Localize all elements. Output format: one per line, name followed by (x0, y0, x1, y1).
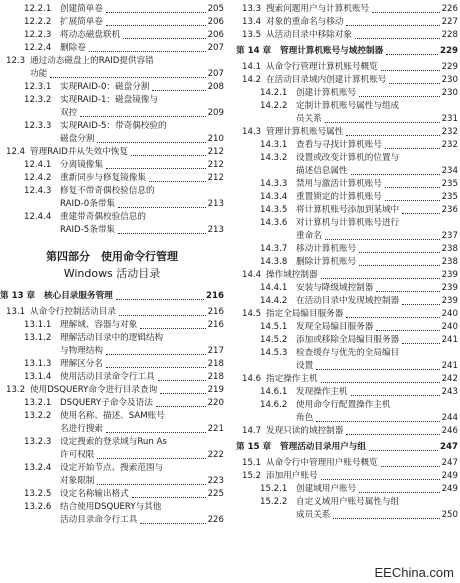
toc-page-number: 229 (441, 62, 458, 72)
toc-entry-number: 13.2.6 (24, 502, 52, 512)
toc-entry-title: 创建域用户账号 (296, 484, 357, 494)
toc-page-number: 227 (441, 17, 458, 27)
dot-leader (402, 343, 439, 344)
dot-leader (160, 393, 205, 394)
toc-entry-title: 创建计算机账号 (296, 88, 357, 98)
toc-entry-title: 设定名称输出格式 (60, 489, 129, 499)
toc-entry-title: 查看与寻找计算机账号 (296, 140, 382, 150)
toc-entry-number: 15.2 (242, 471, 262, 481)
toc-page-number: 244 (441, 413, 458, 423)
toc-entry-number: 12.4 (6, 147, 26, 157)
dot-leader (372, 12, 439, 13)
dot-leader (132, 497, 206, 498)
toc-entry-title: 实现RAID-0：磁盘分割 (60, 82, 150, 92)
dot-leader (321, 479, 440, 480)
toc-entry-number: 13.1.2 (24, 333, 52, 343)
dot-leader (119, 315, 206, 316)
toc-entry-title: 理解区分名 (60, 359, 103, 369)
part-subtitle: Windows 活动目录 (63, 267, 161, 280)
dot-leader (385, 200, 440, 201)
toc-entry-number: 14.2.1 (260, 88, 288, 98)
toc-entry-title: 删除卷 (60, 43, 86, 53)
dot-leader (346, 317, 439, 318)
toc-entry-title: 使用DSQUERY命令进行目录查询 (30, 385, 158, 395)
toc-entry-title: 设置或改变计算机的位置与 (296, 153, 400, 163)
toc-entry-number: 13.2 (6, 385, 26, 395)
toc-page-number: 221 (207, 424, 224, 434)
toc-page-number: 250 (441, 510, 458, 520)
toc-entry-title: 扩展简单卷 (60, 17, 103, 27)
toc-entry-title: 设定开始节点、搜索范围与 (60, 463, 164, 473)
toc-entry-title: 核心目录服务管理 (44, 291, 113, 301)
toc-page-number: 235 (441, 192, 458, 202)
toc-entry-number: 13.1.1 (24, 320, 52, 330)
toc-entry-number: 14.5.1 (260, 322, 288, 332)
toc-entry-title: 对计算机与计算机账号进行 (296, 218, 400, 228)
toc-entry-title: 设置 (296, 361, 314, 371)
part-title: 第四部分 使用命令行管理 (46, 250, 178, 263)
toc-entry-title: DSQUERY子命令及语法 (60, 398, 153, 408)
toc-entry-number: 12.3 (6, 56, 26, 66)
toc-entry-number: 15.2.1 (260, 484, 288, 494)
dot-leader (346, 135, 439, 136)
dot-leader (321, 278, 440, 279)
dot-leader (346, 434, 439, 435)
dot-leader (402, 304, 439, 305)
dot-leader (402, 213, 439, 214)
dot-leader (116, 299, 204, 300)
toc-entry-number: 14.4.2 (260, 296, 288, 306)
dot-leader (325, 122, 440, 123)
toc-entry-title: 指定全局编目服务器 (266, 309, 344, 319)
toc-entry-title: 分离镜像集 (60, 160, 103, 170)
toc-page-number: 239 (441, 283, 458, 293)
dot-leader (50, 77, 205, 78)
dot-leader (158, 380, 206, 381)
toc-entry-number: 第 14 章 (236, 46, 272, 56)
toc-page-number: 249 (441, 471, 458, 481)
toc-page-number: 212 (207, 147, 224, 157)
toc-entry-title: 重置锁定的计算机账号 (296, 192, 382, 202)
dot-leader (80, 116, 205, 117)
toc-entry-number: 15.1 (242, 458, 262, 468)
toc-page-number: 243 (441, 387, 458, 397)
toc-entry-title: 在活动目录中发现域控制器 (296, 296, 400, 306)
toc-entry-title: 实现RAID-1：磁盘镜像与 (60, 95, 158, 105)
toc-page-number: 217 (207, 346, 224, 356)
dot-leader (89, 51, 206, 52)
dot-leader (359, 252, 439, 253)
toc-page-number: 205 (207, 4, 224, 14)
dot-leader (123, 38, 205, 39)
toc-page-number: 232 (441, 140, 458, 150)
toc-entry-title: 移动计算机账号 (296, 244, 357, 254)
toc-entry-title: 双控 (60, 108, 78, 118)
toc-entry-title: 发现只读的域控制器 (266, 426, 344, 436)
toc-page-number: 208 (207, 82, 224, 92)
toc-page-number: 237 (441, 231, 458, 241)
toc-page-number: 231 (441, 114, 458, 124)
toc-entry-title: 在活动目录域内创建计算机账号 (266, 75, 387, 85)
dot-leader (140, 328, 205, 329)
dot-leader (355, 38, 440, 39)
toc-entry-number: 14.3 (242, 127, 262, 137)
toc-entry-title: 员关系 (296, 114, 322, 124)
toc-page-number: 216 (207, 307, 224, 317)
toc-entry-number: 14.3.7 (260, 244, 288, 254)
toc-page-number: 206 (207, 17, 224, 27)
dot-leader (149, 181, 206, 182)
toc-entry-title: RAID-0条带集 (60, 199, 116, 209)
dot-leader (385, 148, 440, 149)
toc-page-number: 235 (441, 179, 458, 189)
dot-leader (346, 25, 439, 26)
dot-leader (97, 484, 205, 485)
toc-entry-title: 描述信息属性 (296, 166, 348, 176)
toc-entry-number: 第 15 章 (236, 442, 272, 452)
dot-leader (106, 12, 206, 13)
toc-page-number: 238 (441, 244, 458, 254)
toc-page-number: 232 (441, 127, 458, 137)
toc-entry-title: 管理RAID并从失效中恢复 (30, 147, 128, 157)
dot-leader (385, 187, 440, 188)
toc-page-number: 212 (207, 160, 224, 170)
toc-entry-title: 指定操作主机 (266, 374, 318, 384)
toc-page-number: 212 (207, 173, 224, 183)
toc-page-number: 216 (206, 291, 224, 301)
dot-leader (316, 369, 439, 370)
toc-entry-title: 重命名 (296, 231, 322, 241)
toc-entry-title: 检查缓存与优先的全局编目 (296, 348, 400, 358)
toc-entry-title: 功能 (30, 69, 48, 79)
toc-entry-number: 12.3.2 (24, 95, 52, 105)
toc-page-number: 206 (207, 30, 224, 40)
dot-leader (359, 492, 439, 493)
toc-entry-title: 发现操作主机 (296, 387, 348, 397)
toc-entry-number: 12.4.3 (24, 186, 52, 196)
toc-entry-number: 14.1 (242, 62, 262, 72)
toc-entry-title: 修复不带奇偶校验信息的 (60, 186, 155, 196)
dot-leader (359, 96, 439, 97)
toc-entry-number: 13.2.1 (24, 398, 52, 408)
toc-entry-number: 14.2.2 (260, 101, 288, 111)
toc-page-number: 246 (441, 426, 458, 436)
toc-page-number: 242 (441, 374, 458, 384)
toc-entry-title: 活动目录命令行工具 (60, 515, 138, 525)
toc-entry-title: 删除计算机账号 (296, 257, 357, 267)
dot-leader (386, 54, 438, 55)
toc-entry-title: 重新同步与修复镜像集 (60, 173, 146, 183)
toc-entry-number: 14.3.3 (260, 179, 288, 189)
toc-page-number: 239 (441, 270, 458, 280)
toc-entry-title: 从命令行控制活动目录 (30, 307, 116, 317)
dot-leader (325, 239, 440, 240)
toc-page-number: 207 (207, 43, 224, 53)
toc-entry-title: 对象限制 (60, 476, 95, 486)
toc-entry-title: 创建简单卷 (60, 4, 103, 14)
toc-entry-number: 12.4.1 (24, 160, 52, 170)
toc-entry-number: 12.3.1 (24, 82, 52, 92)
dot-leader (106, 432, 206, 433)
toc-entry-number: 13.1 (6, 307, 26, 317)
dot-leader (381, 466, 440, 467)
toc-entry-title: 从活动目录中移除对象 (266, 30, 352, 40)
toc-entry-number: 12.4.2 (24, 173, 52, 183)
toc-page-number: 239 (441, 296, 458, 306)
toc-page-number: 218 (207, 359, 224, 369)
dot-leader (359, 265, 439, 266)
toc-page-number: 240 (441, 322, 458, 332)
toc-entry-title: 安装与降级域控制器 (296, 283, 374, 293)
dot-leader (106, 367, 206, 368)
toc-page-number: 228 (441, 30, 458, 40)
dot-leader (152, 90, 205, 91)
toc-page-number: 216 (207, 320, 224, 330)
toc-page-number: 247 (440, 442, 458, 452)
toc-page-number: 230 (441, 75, 458, 85)
dot-leader (321, 382, 440, 383)
toc-entry-number: 13.1.3 (24, 359, 52, 369)
dot-leader (389, 83, 439, 84)
dot-leader (106, 354, 206, 355)
toc-entry-title: 理解活动目录中的逻辑结构 (60, 333, 164, 343)
toc-page-number: 229 (440, 46, 458, 56)
toc-page-number: 219 (207, 385, 224, 395)
toc-entry-number: 14.3.6 (260, 218, 288, 228)
toc-entry-title: 成员关系 (296, 510, 331, 520)
toc-entry-number: 14.4 (242, 270, 262, 280)
toc-entry-title: 发现全局编目服务器 (296, 322, 374, 332)
dot-leader (333, 518, 439, 519)
toc-entry-title: 使用命令行配置操作主机 (296, 400, 391, 410)
toc-entry-number: 14.6 (242, 374, 262, 384)
dot-leader (106, 25, 206, 26)
toc-entry-number: 12.2.1 (24, 4, 52, 14)
toc-page-number: 230 (441, 88, 458, 98)
toc-entry-number: 14.3.2 (260, 153, 288, 163)
toc-entry-number: 14.3.1 (260, 140, 288, 150)
toc-page-number: 238 (441, 257, 458, 267)
toc-entry-title: 名进行搜索 (60, 424, 103, 434)
toc-entry-title: 管理计算机账号与域控制器 (280, 46, 384, 56)
toc-entry-number: 13.2.4 (24, 463, 52, 473)
toc-entry-number: 14.4.1 (260, 283, 288, 293)
toc-page-number: 218 (207, 372, 224, 382)
toc-entry-title: RAID-5条带集 (60, 225, 116, 235)
toc-entry-number: 14.3.4 (260, 192, 288, 202)
toc-entry-title: 搜索问题用户与计算机账号 (266, 4, 370, 14)
toc-entry-number: 第 13 章 (0, 291, 36, 301)
toc-entry-title: 定制计算机账号属性与组成 (296, 101, 400, 111)
dot-leader (316, 421, 439, 422)
toc-entry-number: 12.2.4 (24, 43, 52, 53)
toc-page-number: 226 (207, 515, 224, 525)
toc-entry-title: 将计算机账号添加到某域中 (296, 205, 400, 215)
watermark-logo: EEChina.com (374, 565, 454, 580)
toc-entry-number: 13.2.2 (24, 411, 52, 421)
toc-entry-title: 禁用与激活计算机账号 (296, 179, 382, 189)
toc-page-number: 220 (207, 398, 224, 408)
toc-page-number: 223 (207, 476, 224, 486)
toc-entry-number: 14.3.5 (260, 205, 288, 215)
toc-entry-title: 理解域、容器与对象 (60, 320, 138, 330)
toc-entry-title: 实现RAID-5：带奇偶校验的 (60, 121, 167, 131)
toc-entry-number: 14.7 (242, 426, 262, 436)
toc-entry-number: 12.4.4 (24, 212, 52, 222)
toc-entry-title: 设定搜索的登录域与Run As (60, 437, 167, 447)
toc-entry-number: 13.2.5 (24, 489, 52, 499)
toc-entry-number: 12.2.3 (24, 30, 52, 40)
toc-entry-title: 结合使用DSQUERY与其他 (60, 502, 162, 512)
toc-entry-title: 通过动态磁盘上的RAID提供容错 (30, 56, 154, 66)
dot-leader (97, 458, 205, 459)
dot-leader (376, 291, 439, 292)
dot-leader (106, 168, 206, 169)
toc-entry-title: 添加或移除全局编目服务器 (296, 335, 400, 345)
toc-page-number: 209 (207, 108, 224, 118)
toc-entry-number: 14.5 (242, 309, 262, 319)
toc-entry-title: 操作域控制器 (266, 270, 318, 280)
dot-leader (131, 155, 206, 156)
toc-page-number: 249 (441, 484, 458, 494)
dot-leader (376, 330, 439, 331)
toc-entry-number: 14.6.2 (260, 400, 288, 410)
dot-leader (156, 406, 206, 407)
toc-entry-title: 磁盘分割 (60, 134, 95, 144)
toc-entry-title: 对象的重命名与移动 (266, 17, 344, 27)
toc-entry-title: 使用名称、描述、SAM账号 (60, 411, 165, 421)
toc-entry-title: 从命令行管理计算机账号概览 (266, 62, 378, 72)
toc-entry-number: 13.4 (242, 17, 262, 27)
toc-entry-title: 重建带奇偶校验信息的 (60, 212, 146, 222)
toc-page-number: 210 (207, 134, 224, 144)
toc-entry-title: 与物理结构 (60, 346, 103, 356)
toc-entry-title: 自定义域用户账号属性与组 (296, 497, 400, 507)
dot-leader (351, 395, 440, 396)
dot-leader (369, 450, 438, 451)
toc-entry-number: 14.3.8 (260, 257, 288, 267)
dot-leader (118, 207, 206, 208)
toc-page-number: 241 (441, 361, 458, 371)
toc-entry-number: 12.3.3 (24, 121, 52, 131)
toc-entry-number: 14.2 (242, 75, 262, 85)
toc-page-number: 247 (441, 458, 458, 468)
toc-entry-title: 从命令行中管理用户账号概览 (266, 458, 378, 468)
toc-page-number: 240 (441, 309, 458, 319)
toc-page-number: 234 (441, 166, 458, 176)
toc-entry-number: 13.1.4 (24, 372, 52, 382)
toc-entry-number: 13.5 (242, 30, 262, 40)
toc-entry-number: 14.5.2 (260, 335, 288, 345)
dot-leader (140, 523, 205, 524)
toc-entry-title: 添加用户账号 (266, 471, 318, 481)
toc-page-number: 226 (441, 4, 458, 14)
dot-leader (381, 70, 440, 71)
dot-leader (118, 233, 206, 234)
toc-entry-title: 角色 (296, 413, 314, 423)
toc-entry-title: 管理活动目录用户与组 (280, 442, 366, 452)
dot-leader (97, 142, 205, 143)
toc-entry-title: 管理计算机账号属性 (266, 127, 344, 137)
toc-entry-title: 将动态磁盘联机 (60, 30, 121, 40)
toc-page-number: 225 (207, 489, 224, 499)
toc-page-number: 241 (441, 335, 458, 345)
toc-page-number: 236 (441, 205, 458, 215)
toc-entry-number: 12.2.2 (24, 17, 52, 27)
toc-page-number: 222 (207, 450, 224, 460)
toc-entry-number: 13.3 (242, 4, 262, 14)
toc-entry-title: 许可权限 (60, 450, 95, 460)
toc-entry-number: 13.2.3 (24, 437, 52, 447)
toc-page-number: 213 (207, 225, 224, 235)
toc-entry-number: 14.5.3 (260, 348, 288, 358)
toc-entry-title: 使用活动目录命令行工具 (60, 372, 155, 382)
toc-page-number: 213 (207, 199, 224, 209)
toc-entry-number: 15.2.2 (260, 497, 288, 507)
toc-entry-number: 14.6.1 (260, 387, 288, 397)
dot-leader (351, 174, 440, 175)
toc-page-number: 207 (207, 69, 224, 79)
